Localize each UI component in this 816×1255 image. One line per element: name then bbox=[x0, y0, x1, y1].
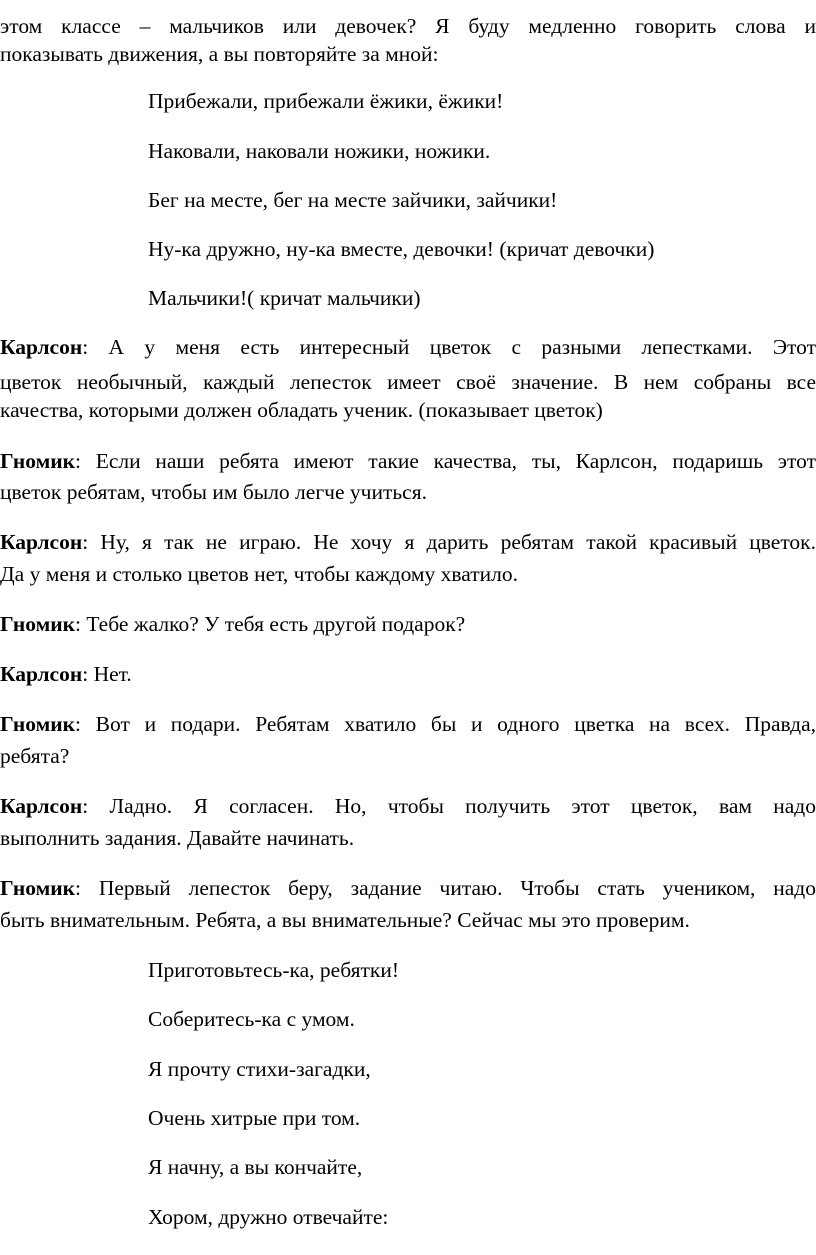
speech-text: : Первый лепесток беру, задание читаю. Чтобы стать учеником, надо bbox=[75, 876, 816, 900]
intro-line-2: показывать движения, а вы повторяйте за мной: bbox=[0, 42, 439, 66]
speech-text: : Ну, я так не играю. Не хочу я дарить ребятам такой красивый цветок. bbox=[82, 530, 816, 554]
dialogue-line: выполнить задания. Давайте начинать. bbox=[0, 826, 355, 850]
speech-text: : Если наши ребята имеют такие качества, ты, Карлсон, подаришь этот bbox=[75, 449, 816, 473]
speech-text: : Вот и подари. Ребятам хватило бы и одного цветка на всех. Правда, bbox=[75, 712, 816, 736]
speaker-name: Карлсон bbox=[0, 794, 83, 818]
dialogue-line bbox=[0, 660, 816, 688]
speaker-name: Гномик bbox=[0, 876, 76, 900]
speaker-name: Карлсон bbox=[0, 530, 83, 554]
verse-line: Прибежали, прибежали ёжики, ёжики! bbox=[148, 89, 504, 113]
dialogue-line bbox=[0, 792, 816, 820]
dialogue-line: быть внимательным. Ребята, а вы внимательные? Сейчас мы это проверим. bbox=[0, 908, 690, 932]
dialogue-line: ребята? bbox=[0, 744, 70, 768]
dialogue-line bbox=[0, 528, 816, 556]
speaker-name: Карлсон bbox=[0, 335, 83, 359]
dialogue-line bbox=[0, 610, 816, 638]
verse-line: Хором, дружно отвечайте: bbox=[148, 1205, 389, 1229]
speech-text: : Ладно. Я согласен. Но, чтобы получить этот цветок, вам надо bbox=[82, 794, 816, 818]
verse-line: Соберитесь-ка с умом. bbox=[148, 1007, 355, 1031]
speech-text: : Нет. bbox=[82, 662, 132, 686]
verse-line: Я начну, а вы кончайте, bbox=[148, 1155, 363, 1179]
speech-text: : А у меня есть интересный цветок с разными лепестками. Этот bbox=[82, 335, 816, 359]
verse-line: Очень хитрые при том. bbox=[148, 1106, 361, 1130]
speech-text: : Тебе жалко? У тебя есть другой подарок? bbox=[75, 612, 466, 636]
speaker-name: Гномик bbox=[0, 712, 76, 736]
speaker-name: Карлсон bbox=[0, 662, 83, 686]
speaker-name: Гномик bbox=[0, 612, 76, 636]
dialogue-line bbox=[0, 710, 816, 738]
dialogue-line: цветок ребятам, чтобы им было легче учиться. bbox=[0, 480, 427, 504]
verse-line: Мальчики!( кричат мальчики) bbox=[148, 286, 421, 310]
dialogue-line: качества, которыми должен обладать ученик. (показывает цветок) bbox=[0, 398, 603, 422]
speaker-name: Гномик bbox=[0, 449, 76, 473]
verse-line: Наковали, наковали ножики, ножики. bbox=[148, 139, 491, 163]
dialogue-line bbox=[0, 447, 816, 475]
dialogue-line bbox=[0, 333, 816, 361]
verse-line: Ну-ка дружно, ну-ка вместе, девочки! (кричат девочки) bbox=[148, 237, 655, 261]
dialogue-line: цветок необычный, каждый лепесток имеет своё значение. В нем собраны все bbox=[0, 370, 816, 394]
verse-line: Я прочту стихи-загадки, bbox=[148, 1057, 371, 1081]
verse-line: Бег на месте, бег на месте зайчики, зайчики! bbox=[148, 188, 558, 212]
dialogue-line: Да у меня и столько цветов нет, чтобы каждому хватило. bbox=[0, 562, 519, 586]
dialogue-line bbox=[0, 874, 816, 902]
intro-line-1: этом классе – мальчиков или девочек? Я буду медленно говорить слова и bbox=[0, 14, 816, 38]
verse-line: Приготовьтесь-ка, ребятки! bbox=[148, 958, 400, 982]
